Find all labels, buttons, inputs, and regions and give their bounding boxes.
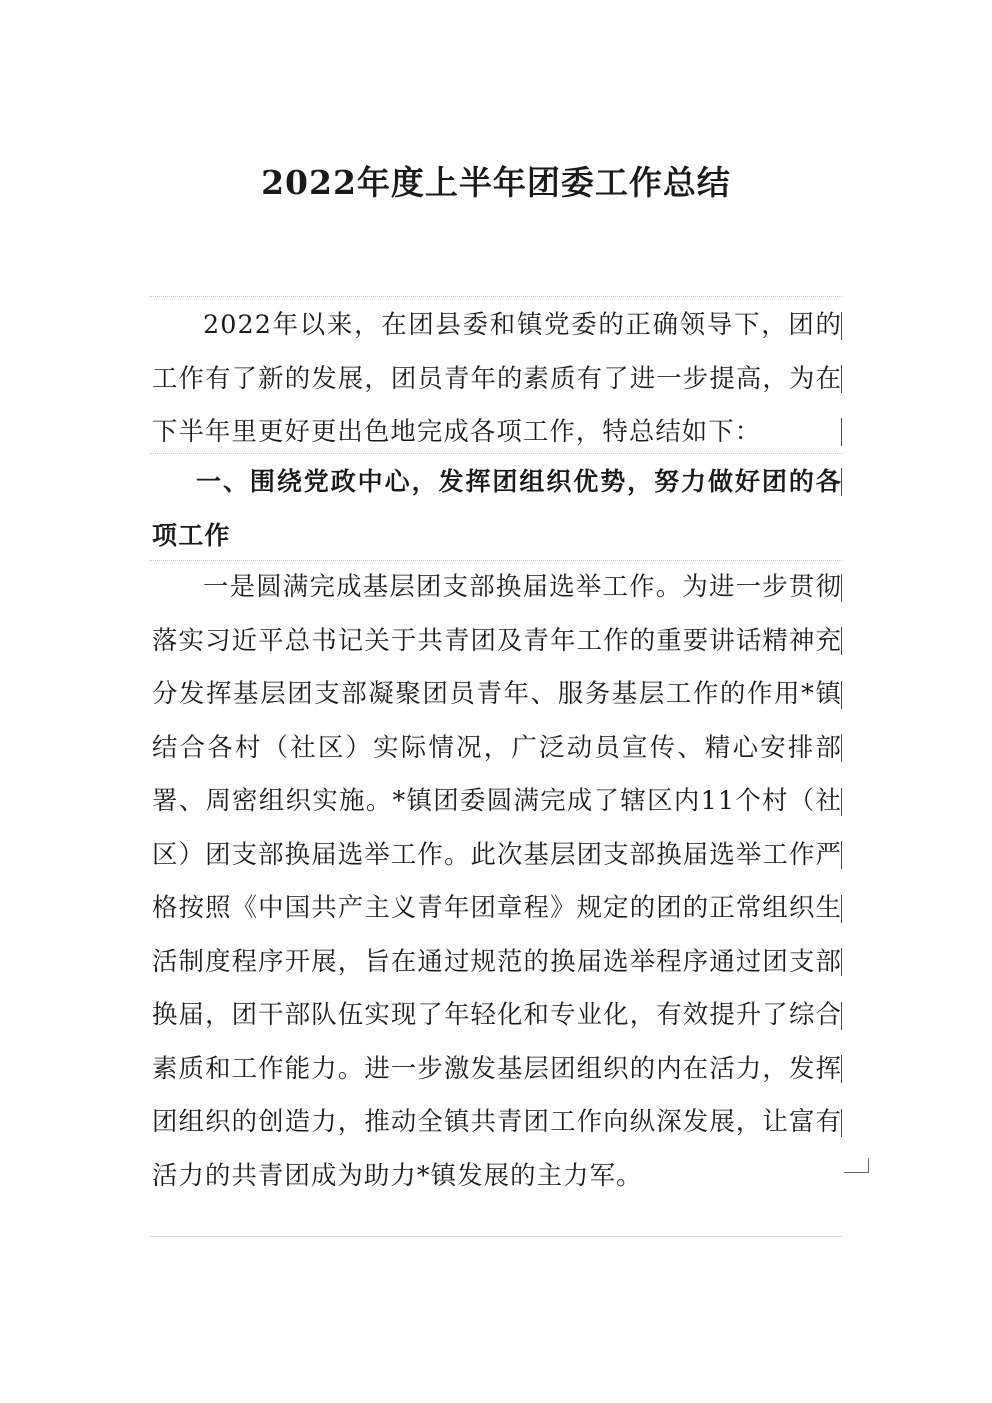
intro-paragraph: 2022年以来，在团县委和镇党委的正确领导下，团的工作有了新的发展，团员青年的素质有了进一步提高，为在下半年里更好更出色地完成各项工作，特总结如下： bbox=[152, 309, 842, 446]
margin-mark bbox=[841, 312, 842, 340]
text-end-corner-mark bbox=[844, 1158, 869, 1173]
margin-mark bbox=[841, 841, 842, 869]
margin-mark bbox=[841, 627, 842, 655]
margin-mark bbox=[841, 418, 842, 446]
paragraph-separator-line bbox=[150, 453, 842, 454]
paragraph-separator-line bbox=[150, 296, 842, 297]
body-paragraph: 一是圆满完成基层团支部换届选举工作。为进一步贯彻落实习近平总书记关于共青团及青年工作的重要讲话精神充分发挥基层团支部凝聚团员青年、服务基层工作的作用*镇结合各村（社区）实际情况，广泛动员宣传、精心安排部署、周密组织实施。*镇团委圆满完成了辖区内11个村（社区）团支部换届选举工作。此次基层团支部换届选举工作严格按照《中国共产主义青年团章程》规定的团的正常组织生活制度程序开展，旨在通过规范的换届选举程序通过团支部换届，团干部队伍实现了年轻化和专业化，有效提升了综合素质和工作能力。进一步激发基层团组织的内在活力，发挥团组织的创造力，推动全镇共青团工作向纵深发展，让富有活力的共青团成为助力*镇发展的主力军。 bbox=[152, 571, 842, 1190]
page-bottom-rule bbox=[150, 1236, 842, 1237]
margin-mark bbox=[841, 681, 842, 709]
margin-mark bbox=[841, 1002, 842, 1030]
margin-mark bbox=[841, 948, 842, 976]
margin-mark bbox=[841, 734, 842, 762]
margin-mark bbox=[841, 1055, 842, 1083]
section-heading: 一、围绕党政中心，发挥团组织优势，努力做好团的各项工作 bbox=[152, 467, 842, 550]
document-title: 2022年度上半年团委工作总结 bbox=[261, 163, 731, 202]
margin-mark bbox=[841, 574, 842, 602]
margin-mark bbox=[841, 895, 842, 923]
margin-mark bbox=[841, 365, 842, 393]
margin-mark bbox=[841, 1109, 842, 1137]
margin-mark bbox=[841, 788, 842, 816]
margin-mark bbox=[841, 468, 842, 496]
